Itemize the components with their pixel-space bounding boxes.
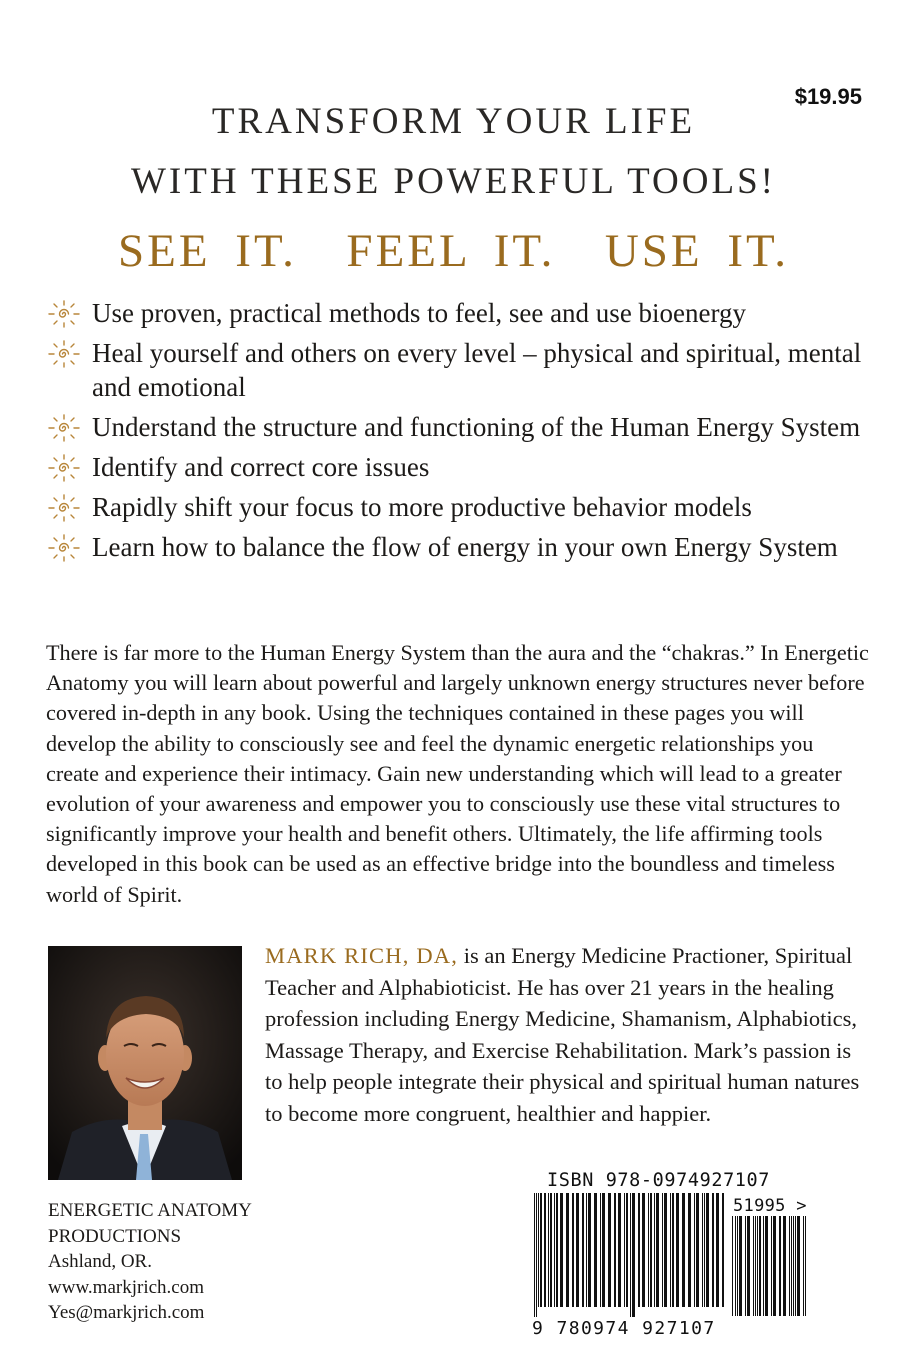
feature-item (46, 450, 876, 484)
barcode-bar (576, 1193, 579, 1307)
barcode-bar (712, 1193, 714, 1307)
barcode-bar (682, 1193, 685, 1307)
barcode-bar (626, 1193, 628, 1307)
barcode-bar (548, 1193, 549, 1307)
barcode-bar (672, 1193, 674, 1307)
feature-text: Identify and correct core issues (92, 452, 430, 482)
barcode-bar (716, 1193, 719, 1307)
headline-line-1: TRANSFORM YOUR LIFE (211, 101, 696, 142)
feature-item (46, 410, 876, 444)
sun-spiral-icon (46, 453, 82, 483)
barcode-bar (534, 1193, 535, 1317)
feature-text: Use proven, practical methods to feel, see and use bioenergy (92, 298, 747, 328)
barcode-bar (554, 1193, 555, 1307)
barcode-bar (676, 1193, 679, 1307)
barcode-bar (624, 1193, 625, 1307)
barcode-bar (795, 1216, 796, 1316)
barcode-bar (765, 1216, 768, 1316)
barcode-bar (602, 1193, 605, 1307)
barcode-bar (803, 1216, 804, 1316)
barcode-bar (688, 1193, 691, 1307)
feature-item (46, 530, 876, 564)
barcode-bar (654, 1193, 655, 1307)
sun-spiral-icon (46, 533, 82, 563)
barcode-bar (670, 1193, 671, 1307)
barcode-bar (753, 1216, 754, 1316)
barcode-bar (538, 1193, 539, 1307)
barcode-bar (791, 1216, 792, 1316)
barcode-bar (747, 1216, 750, 1316)
publisher-website: www.markjrich.com (48, 1276, 204, 1298)
barcode-digits: 9 780974 927107 (532, 1318, 716, 1339)
isbn-barcode (534, 1193, 726, 1317)
publisher-name-line-1: ENERGETIC ANATOMY (48, 1200, 252, 1221)
barcode-bar (608, 1193, 611, 1307)
barcode-bar (630, 1193, 631, 1317)
barcode-bar (536, 1193, 537, 1317)
barcode-bar (556, 1193, 558, 1307)
barcode-bar (544, 1193, 546, 1307)
sun-spiral-icon (46, 413, 82, 443)
barcode-bar (702, 1193, 703, 1307)
publisher-name-line-2: PRODUCTIONS (48, 1225, 182, 1247)
barcode-bar (572, 1193, 574, 1307)
barcode-bar (614, 1193, 616, 1307)
barcode-bar (540, 1193, 542, 1307)
barcode-bar (763, 1216, 764, 1316)
barcode-bar (779, 1216, 781, 1316)
barcode-bar (600, 1193, 601, 1307)
barcode-bar (771, 1216, 772, 1316)
barcode-bar (737, 1216, 738, 1316)
feature-text: Learn how to balance the flow of energy in your own Energy System (92, 532, 838, 562)
barcode-bar (745, 1216, 746, 1316)
feature-text: Understand the structure and functioning of the Human Energy System (92, 412, 861, 442)
feature-text: Heal yourself and others on every level – physical and spiritual, mental and emotional (92, 338, 862, 402)
barcode-bar (735, 1216, 736, 1316)
author-bio (265, 940, 865, 1130)
barcode-bar (722, 1193, 724, 1307)
barcode-bar (783, 1216, 786, 1316)
barcode-bar (759, 1216, 761, 1316)
barcode-bar (550, 1193, 552, 1307)
barcode-bar (662, 1193, 663, 1307)
author-portrait-illustration (48, 946, 242, 1180)
barcode-bar (805, 1216, 806, 1316)
book-description: There is far more to the Human Energy System than the aura and the “chakras.” In Energetic Anatomy you will learn about powerful and largely unknown energy structures never before covered in-depth in any book. Using the techniques contained in these pages you will develop the ability to consciously see and feel the dynamic energetic relationships you create and experience their intimacy. Gain new understanding which will lead to a greater evolution of your awareness and empower you to consciously use these vital structures to significantly improve your health and benefit others. Ultimately, the life affirming tools developed in this book can be used as an effective bridge into the boundless and timeless world of Spirit. (46, 640, 869, 907)
publisher-location: Ashland, OR. (48, 1251, 152, 1272)
barcode-bar (588, 1193, 591, 1307)
barcode-bar (582, 1193, 584, 1307)
feature-item (46, 490, 876, 524)
tagline: SEE IT. FEEL IT. USE IT. (118, 225, 789, 277)
feature-item (46, 336, 876, 404)
author-bio-text: is an Energy Medicine Practioner, Spiritual Teacher and Alphabioticist. He has over 21 years in the healing profession including Energy Medicine, Shamanism, Alphabiotics, Massage Therapy, and Exercise Rehabilitation. Mark’s passion is to help people integrate their physical and spiritual human natures to become more congruent, healthier and happier. (265, 943, 860, 1126)
barcode-bar (618, 1193, 621, 1307)
publisher-block (48, 1198, 368, 1326)
barcode-bar (650, 1193, 652, 1307)
sun-spiral-icon (46, 299, 82, 329)
barcode-bar (560, 1193, 563, 1307)
barcode-bar (732, 1216, 733, 1316)
price-label: $19.95 (794, 84, 862, 109)
barcode-bar (757, 1216, 758, 1316)
barcode-bar (664, 1193, 667, 1307)
barcode-bar (789, 1216, 790, 1316)
barcode-bar (632, 1193, 635, 1317)
barcode-bar (594, 1193, 597, 1307)
barcode-bar (739, 1216, 742, 1316)
barcode-bar (586, 1193, 587, 1307)
barcode-bar (696, 1193, 699, 1307)
isbn-label: ISBN 978-0974927107 (547, 1170, 771, 1191)
barcode-bar (694, 1193, 695, 1307)
feature-item (46, 296, 876, 330)
author-photo (48, 946, 242, 1180)
publisher-email: Yes@markjrich.com (48, 1302, 205, 1323)
barcode-bar (706, 1193, 709, 1307)
headline-line-2: WITH THESE POWERFUL TOOLS! (131, 161, 776, 202)
sun-spiral-icon (46, 493, 82, 523)
addon-barcode (732, 1216, 808, 1326)
feature-list (46, 296, 876, 564)
sun-spiral-icon (46, 339, 82, 369)
barcode-bar (797, 1216, 800, 1316)
feature-text: Rapidly shift your focus to more productive behavior models (92, 492, 752, 522)
barcode-bar (566, 1193, 569, 1307)
barcode-bar (648, 1193, 649, 1307)
author-name: MARK RICH, DA, (265, 943, 459, 968)
barcode-bar (704, 1193, 705, 1307)
barcode-bar (793, 1216, 794, 1316)
barcode-bar (773, 1216, 776, 1316)
barcode-bar (642, 1193, 645, 1307)
barcode-bar (638, 1193, 640, 1307)
barcode-bar (656, 1193, 659, 1307)
price-addon-code: 51995 > (733, 1196, 807, 1216)
barcode-bar (755, 1216, 756, 1316)
